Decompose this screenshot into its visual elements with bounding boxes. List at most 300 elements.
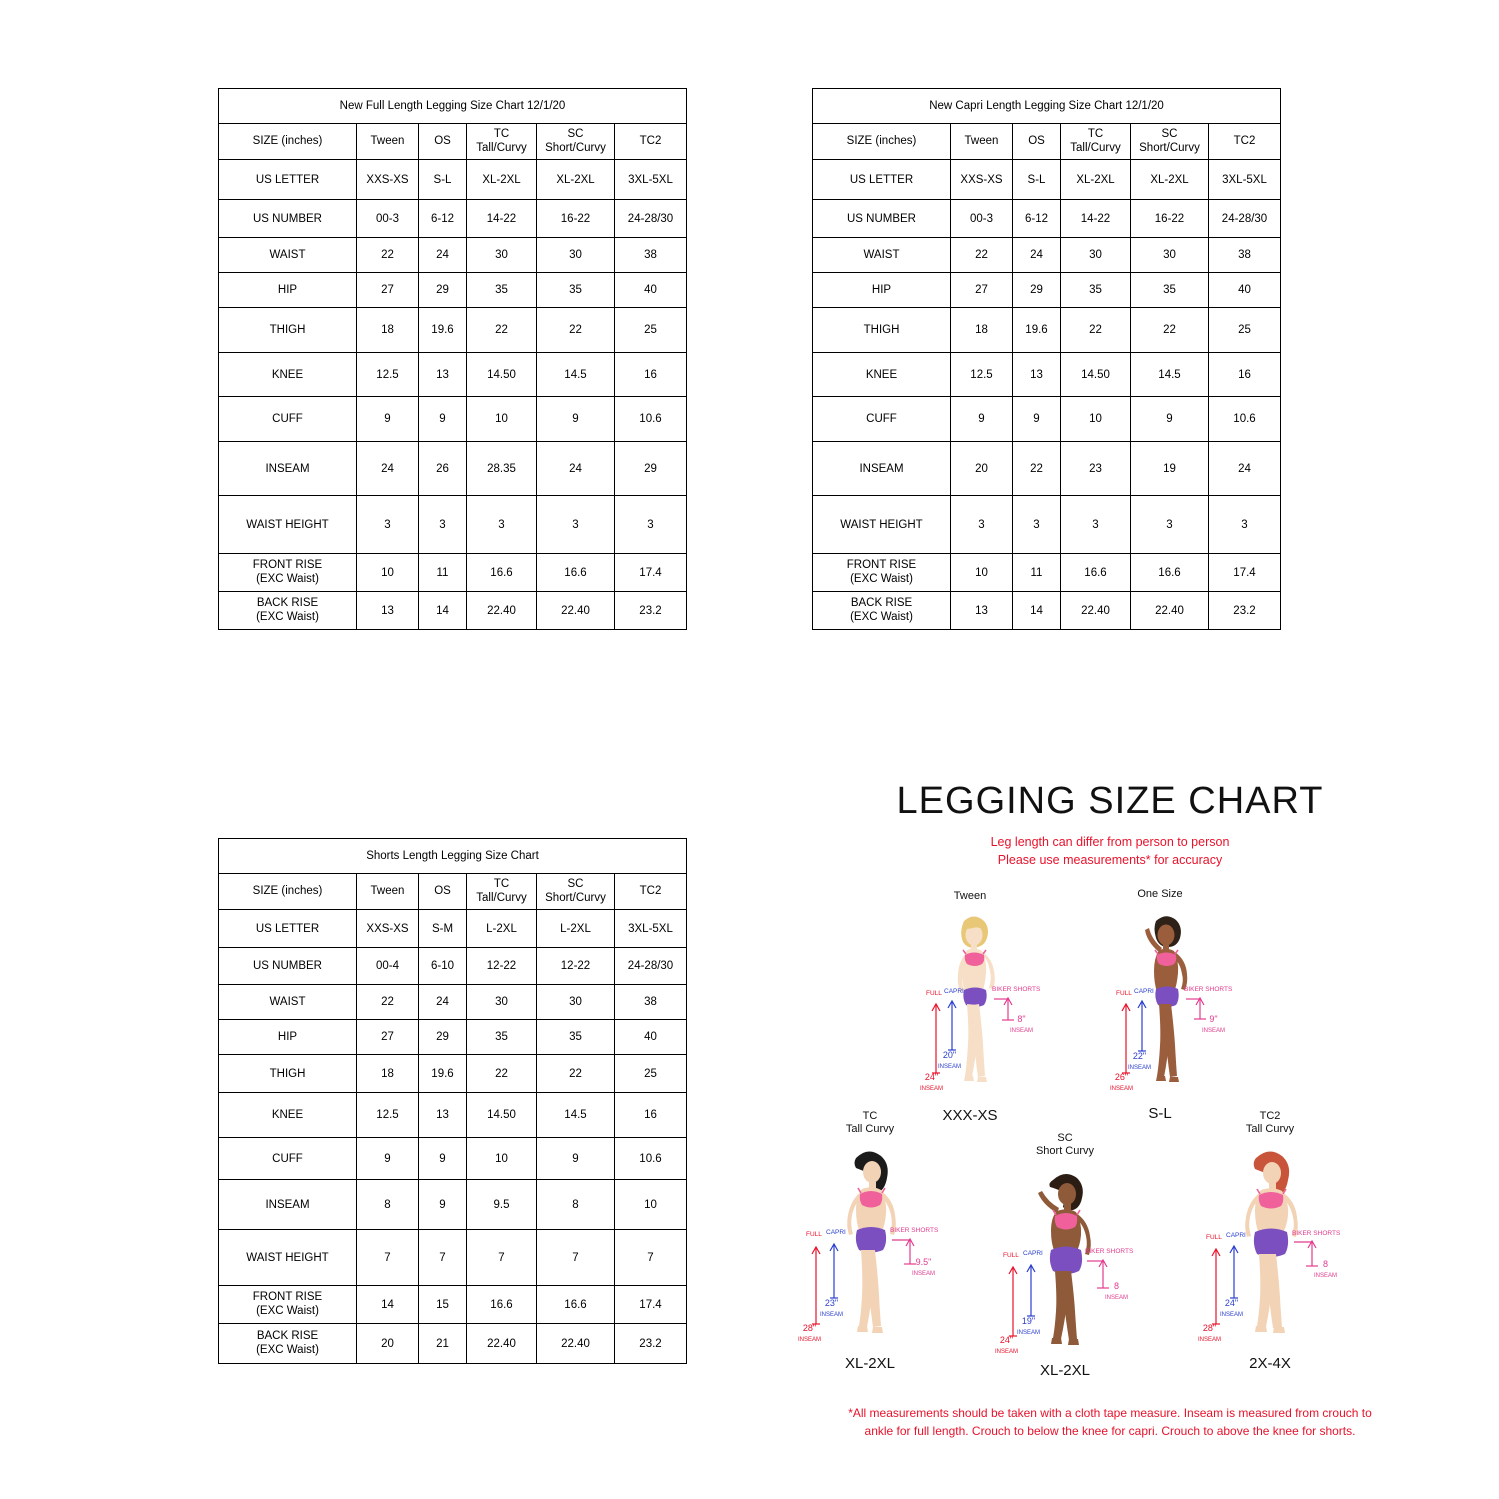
table-row xyxy=(219,200,687,238)
figure-caption-top-l2: Tall Curvy xyxy=(845,1123,895,1136)
tc2-body-illustration xyxy=(1180,1138,1360,1353)
cell: 40 xyxy=(615,1020,687,1055)
figure-illustration xyxy=(1080,903,1240,1103)
table-row xyxy=(219,1055,687,1093)
figure-caption-top xyxy=(890,890,1050,903)
cell: 14.50 xyxy=(467,353,537,397)
col-head-size: SIZE (inches) xyxy=(219,124,357,160)
cell: 26 xyxy=(419,442,467,496)
cell: 24-28/30 xyxy=(615,200,687,238)
row-label: US LETTER xyxy=(219,160,357,200)
cell: 16 xyxy=(1209,353,1281,397)
cell: 3 xyxy=(951,496,1013,554)
sc-biker-value: 8 xyxy=(1114,1281,1120,1292)
row-label-l2: (EXC Waist) xyxy=(256,610,319,623)
tc2-full-measure xyxy=(1198,1324,1221,1343)
tween-biker-unit: INSEAM xyxy=(1010,1027,1034,1034)
row-label: THIGH xyxy=(219,1055,357,1093)
row-label-l2: (EXC Waist) xyxy=(850,572,913,585)
cell: 10.6 xyxy=(1209,397,1281,442)
cell: 9 xyxy=(419,1180,467,1230)
cell: 12.5 xyxy=(951,353,1013,397)
table-title-row xyxy=(219,839,687,874)
tc-biker-label: BIKER SHORTS xyxy=(890,1227,939,1235)
cell: XXS-XS xyxy=(357,160,419,200)
cell: 10.6 xyxy=(615,1138,687,1180)
tc2-capri-measure xyxy=(1220,1299,1243,1318)
figure-one-size xyxy=(1080,888,1240,1122)
sc-capri-value: 19" xyxy=(1021,1316,1036,1327)
cell: 22 xyxy=(357,985,419,1020)
row-label-l2: (EXC Waist) xyxy=(256,572,319,585)
table-row xyxy=(813,496,1281,554)
table-row xyxy=(813,200,1281,238)
cell: 14-22 xyxy=(1061,200,1131,238)
row-label xyxy=(219,554,357,592)
cell: XL-2XL xyxy=(467,160,537,200)
row-label: WAIST xyxy=(813,238,951,273)
cell: 22 xyxy=(951,238,1013,273)
tc-biker-value: 9.5" xyxy=(915,1257,932,1268)
cell: 11 xyxy=(419,554,467,592)
cell: 35 xyxy=(537,273,615,308)
one-size-biker-value: 9" xyxy=(1209,1014,1218,1025)
col-head-os: OS xyxy=(419,874,467,910)
cell: 3 xyxy=(1013,496,1061,554)
col-head-tc2: TC2 xyxy=(1209,124,1281,160)
cell: 16 xyxy=(615,1093,687,1138)
one-size-full-measure xyxy=(1110,1073,1133,1092)
table-row xyxy=(219,910,687,948)
tc2-full-label: FULL xyxy=(1206,1234,1222,1242)
sc-biker-label: BIKER SHORTS xyxy=(1085,1248,1134,1256)
chart-title: Shorts Length Legging Size Chart xyxy=(219,839,687,874)
cell: 14 xyxy=(1013,592,1061,630)
cell: 12.5 xyxy=(357,353,419,397)
col-head-sc-l2: Short/Curvy xyxy=(1139,141,1200,154)
row-label-l1: BACK RISE xyxy=(256,1329,319,1342)
cell: 18 xyxy=(357,308,419,353)
cell: 10 xyxy=(467,1138,537,1180)
cell: S-M xyxy=(419,910,467,948)
cell: 9 xyxy=(357,397,419,442)
cell: 35 xyxy=(1061,273,1131,308)
table-row xyxy=(219,1324,687,1364)
row-label: INSEAM xyxy=(813,442,951,496)
tween-capri-value: 20" xyxy=(942,1050,957,1061)
tc-capri-unit: INSEAM xyxy=(820,1311,844,1318)
poster-footnote xyxy=(760,1404,1460,1440)
capri-length-chart xyxy=(812,88,1281,630)
figure-caption-top-l2: Tall Curvy xyxy=(1245,1123,1295,1136)
tc2-full-value: 28" xyxy=(1202,1323,1217,1334)
cell: 3XL-5XL xyxy=(615,160,687,200)
figure-caption-top-l1: SC xyxy=(1057,1132,1073,1144)
cell: 9 xyxy=(951,397,1013,442)
cell: 6-12 xyxy=(419,200,467,238)
cell: 13 xyxy=(1013,353,1061,397)
cell: XL-2XL xyxy=(537,160,615,200)
figure-caption-top xyxy=(1180,1110,1360,1136)
row-label xyxy=(813,554,951,592)
col-head-os: OS xyxy=(1013,124,1061,160)
table-row xyxy=(813,353,1281,397)
cell: 14 xyxy=(357,1286,419,1324)
table-row xyxy=(219,948,687,985)
cell: 21 xyxy=(419,1324,467,1364)
cell: 14.50 xyxy=(1061,353,1131,397)
one-size-biker-label: BIKER SHORTS xyxy=(1184,986,1233,994)
cell: 25 xyxy=(615,1055,687,1093)
chart-title: New Full Length Legging Size Chart 12/1/20 xyxy=(219,89,687,124)
table-title-row xyxy=(813,89,1281,124)
row-label-l2: (EXC Waist) xyxy=(256,1343,319,1356)
sc-biker-measure xyxy=(1105,1282,1128,1301)
cell: 20 xyxy=(357,1324,419,1364)
row-label: INSEAM xyxy=(219,1180,357,1230)
table-row xyxy=(219,985,687,1020)
cell: 22 xyxy=(467,308,537,353)
poster-subtitle-line2: Please use measurements* for accuracy xyxy=(997,853,1223,868)
cell: 27 xyxy=(951,273,1013,308)
figure-caption-top xyxy=(975,1132,1155,1158)
cell: 24 xyxy=(1209,442,1281,496)
row-label: US NUMBER xyxy=(219,200,357,238)
figure-illustration xyxy=(975,1160,1155,1360)
cell: 14 xyxy=(419,592,467,630)
row-label: WAIST HEIGHT xyxy=(219,496,357,554)
tween-biker-measure xyxy=(1010,1015,1033,1034)
row-label-l1: BACK RISE xyxy=(850,596,913,609)
cell: XXS-XS xyxy=(357,910,419,948)
cell: 35 xyxy=(537,1020,615,1055)
row-label: WAIST xyxy=(219,238,357,273)
cell: 8 xyxy=(537,1180,615,1230)
cell: 23.2 xyxy=(615,1324,687,1364)
cell: 10 xyxy=(615,1180,687,1230)
col-head-tc-l2: Tall/Curvy xyxy=(1070,141,1121,154)
tc2-capri-value: 24" xyxy=(1224,1298,1239,1309)
tc2-biker-value: 8 xyxy=(1323,1259,1329,1270)
cell: 15 xyxy=(419,1286,467,1324)
cell: 30 xyxy=(1061,238,1131,273)
row-label: US LETTER xyxy=(219,910,357,948)
cell: 22 xyxy=(357,238,419,273)
row-label xyxy=(813,592,951,630)
row-label: WAIST xyxy=(219,985,357,1020)
tc2-biker-measure xyxy=(1314,1260,1337,1279)
cell: 29 xyxy=(419,1020,467,1055)
table-row xyxy=(813,554,1281,592)
capri-length-table xyxy=(812,88,1281,630)
tc-full-label: FULL xyxy=(806,1231,822,1239)
cell: 25 xyxy=(1209,308,1281,353)
cell: 22.40 xyxy=(1061,592,1131,630)
col-head-tc-l1: TC xyxy=(1087,127,1104,140)
col-head-tc2: TC2 xyxy=(615,124,687,160)
table-row xyxy=(219,554,687,592)
cell: 12-22 xyxy=(467,948,537,985)
cell: 13 xyxy=(419,353,467,397)
figure-caption-top-l2: Short Curvy xyxy=(1035,1145,1095,1158)
cell: 20 xyxy=(951,442,1013,496)
cell: 3 xyxy=(1061,496,1131,554)
cell: 35 xyxy=(467,1020,537,1055)
tween-capri-measure xyxy=(938,1051,961,1070)
cell: 16.6 xyxy=(1061,554,1131,592)
cell: 13 xyxy=(357,592,419,630)
sc-capri-unit: INSEAM xyxy=(1017,1329,1041,1336)
cell: 29 xyxy=(419,273,467,308)
col-head-tween: Tween xyxy=(357,124,419,160)
poster-title: LEGGING SIZE CHART xyxy=(896,780,1324,822)
col-head-tc xyxy=(1061,124,1131,160)
row-label: KNEE xyxy=(219,1093,357,1138)
cell: 38 xyxy=(615,238,687,273)
cell: 22 xyxy=(1013,442,1061,496)
table-row xyxy=(219,1180,687,1230)
cell: 38 xyxy=(1209,238,1281,273)
cell: 28.35 xyxy=(467,442,537,496)
cell: 00-3 xyxy=(357,200,419,238)
cell: 35 xyxy=(467,273,537,308)
table-row xyxy=(219,1093,687,1138)
row-label-l1: FRONT RISE xyxy=(252,558,323,571)
table-row xyxy=(219,442,687,496)
cell: 18 xyxy=(951,308,1013,353)
figure-tc-tall-curvy xyxy=(780,1110,960,1372)
cell: 24 xyxy=(357,442,419,496)
cell: 30 xyxy=(467,985,537,1020)
cell: 3 xyxy=(467,496,537,554)
row-label: CUFF xyxy=(813,397,951,442)
cell: 16.6 xyxy=(1131,554,1209,592)
one-size-capri-value: 22" xyxy=(1132,1051,1147,1062)
cell: 16.6 xyxy=(537,1286,615,1324)
cell: 3 xyxy=(357,496,419,554)
row-label: INSEAM xyxy=(219,442,357,496)
col-head-tc-l1: TC xyxy=(493,877,510,890)
col-head-tc2: TC2 xyxy=(615,874,687,910)
cell: 00-4 xyxy=(357,948,419,985)
col-head-sc xyxy=(537,124,615,160)
cell: 17.4 xyxy=(615,1286,687,1324)
row-label: HIP xyxy=(813,273,951,308)
tween-biker-value: 8" xyxy=(1017,1014,1026,1025)
col-head-sc xyxy=(1131,124,1209,160)
cell: 7 xyxy=(615,1230,687,1286)
col-head-sc-l1: SC xyxy=(1161,127,1178,140)
table-row xyxy=(219,160,687,200)
row-label: US NUMBER xyxy=(219,948,357,985)
tc-capri-value: 23" xyxy=(824,1298,839,1309)
row-label xyxy=(219,1286,357,1324)
table-row xyxy=(813,442,1281,496)
cell: 10 xyxy=(357,554,419,592)
sc-capri-measure xyxy=(1017,1317,1040,1336)
row-label: KNEE xyxy=(813,353,951,397)
one-size-capri-unit: INSEAM xyxy=(1128,1064,1152,1071)
cell: 19 xyxy=(1131,442,1209,496)
col-head-tween: Tween xyxy=(951,124,1013,160)
figure-tween xyxy=(890,890,1050,1124)
tc-capri-label: CAPRI xyxy=(826,1229,846,1237)
row-label: US NUMBER xyxy=(813,200,951,238)
cell: 3 xyxy=(537,496,615,554)
cell: XL-2XL xyxy=(1131,160,1209,200)
poster-footnote-line1: *All measurements should be taken with a cloth tape measure. Inseam is measured from crouch to xyxy=(848,1406,1372,1420)
figure-caption-top-l1: TC xyxy=(862,1110,878,1122)
cell: XXS-XS xyxy=(951,160,1013,200)
cell: 30 xyxy=(537,985,615,1020)
legging-size-chart-poster xyxy=(760,780,1460,1440)
cell: 7 xyxy=(357,1230,419,1286)
cell: 23.2 xyxy=(615,592,687,630)
cell: 29 xyxy=(1013,273,1061,308)
cell: 14.5 xyxy=(537,1093,615,1138)
cell: 9 xyxy=(1131,397,1209,442)
tc2-full-unit: INSEAM xyxy=(1198,1336,1222,1343)
table-title-row xyxy=(219,89,687,124)
cell: 16.6 xyxy=(467,554,537,592)
row-label-l1: FRONT RISE xyxy=(252,1290,323,1303)
col-head-os: OS xyxy=(419,124,467,160)
tc2-capri-label: CAPRI xyxy=(1226,1232,1246,1240)
col-head-tc-l1: TC xyxy=(493,127,510,140)
col-head-tc-l2: Tall/Curvy xyxy=(476,141,527,154)
cell: 6-10 xyxy=(419,948,467,985)
full-length-chart xyxy=(218,88,687,630)
cell: 9 xyxy=(1013,397,1061,442)
tc-full-unit: INSEAM xyxy=(798,1336,822,1343)
cell: 7 xyxy=(467,1230,537,1286)
cell: 14.5 xyxy=(1131,353,1209,397)
col-head-size: SIZE (inches) xyxy=(219,874,357,910)
cell: 23.2 xyxy=(1209,592,1281,630)
cell: 13 xyxy=(419,1093,467,1138)
cell: 22.40 xyxy=(537,1324,615,1364)
cell: 29 xyxy=(615,442,687,496)
cell: 18 xyxy=(357,1055,419,1093)
table-row xyxy=(813,592,1281,630)
figure-caption-top xyxy=(780,1110,960,1136)
cell: 35 xyxy=(1131,273,1209,308)
one-size-capri-measure xyxy=(1128,1052,1151,1071)
cell: 6-12 xyxy=(1013,200,1061,238)
full-length-table xyxy=(218,88,687,630)
col-head-size: SIZE (inches) xyxy=(813,124,951,160)
cell: 3 xyxy=(1209,496,1281,554)
shorts-length-chart xyxy=(218,838,687,1364)
tween-body-illustration xyxy=(890,905,1050,1105)
table-header-row xyxy=(219,124,687,160)
figure-illustration xyxy=(780,1138,960,1353)
row-label: WAIST HEIGHT xyxy=(813,496,951,554)
row-label: CUFF xyxy=(219,397,357,442)
row-label xyxy=(219,1324,357,1364)
tween-capri-unit: INSEAM xyxy=(938,1063,962,1070)
col-head-tween: Tween xyxy=(357,874,419,910)
row-label: KNEE xyxy=(219,353,357,397)
tween-full-unit: INSEAM xyxy=(920,1085,944,1092)
poster-subtitle-line1: Leg length can differ from person to person xyxy=(990,835,1230,849)
table-row xyxy=(219,1020,687,1055)
cell: 12-22 xyxy=(537,948,615,985)
cell: 10 xyxy=(1061,397,1131,442)
cell: 00-3 xyxy=(951,200,1013,238)
table-header-row xyxy=(219,874,687,910)
tc-full-value: 28" xyxy=(802,1323,817,1334)
cell: 30 xyxy=(467,238,537,273)
cell: 17.4 xyxy=(615,554,687,592)
table-row xyxy=(219,592,687,630)
cell: 10 xyxy=(951,554,1013,592)
cell: 16 xyxy=(615,353,687,397)
cell: 40 xyxy=(1209,273,1281,308)
cell: 16-22 xyxy=(537,200,615,238)
cell: L-2XL xyxy=(467,910,537,948)
figure-caption-bottom: S-L xyxy=(1148,1105,1172,1123)
cell: 16-22 xyxy=(1131,200,1209,238)
cell: 27 xyxy=(357,1020,419,1055)
cell: 3 xyxy=(615,496,687,554)
cell: 19.6 xyxy=(419,308,467,353)
row-label-l1: BACK RISE xyxy=(256,596,319,609)
cell: L-2XL xyxy=(537,910,615,948)
cell: 9 xyxy=(419,397,467,442)
sc-biker-unit: INSEAM xyxy=(1105,1294,1129,1301)
cell: 12.5 xyxy=(357,1093,419,1138)
cell: S-L xyxy=(1013,160,1061,200)
figure-caption-top-l1: TC2 xyxy=(1259,1110,1281,1122)
tween-full-measure xyxy=(920,1073,943,1092)
table-row xyxy=(813,238,1281,273)
row-label: THIGH xyxy=(219,308,357,353)
row-label: HIP xyxy=(219,1020,357,1055)
table-row xyxy=(219,1138,687,1180)
cell: 22.40 xyxy=(467,1324,537,1364)
tween-full-label: FULL xyxy=(926,990,942,998)
cell: 22 xyxy=(1061,308,1131,353)
sc-full-value: 24" xyxy=(999,1335,1014,1346)
cell: 24 xyxy=(537,442,615,496)
poster-footnote-line2: ankle for full length. Crouch to below the knee for capri. Crouch to above the knee for shorts. xyxy=(864,1424,1356,1438)
cell: 24-28/30 xyxy=(1209,200,1281,238)
cell: 23 xyxy=(1061,442,1131,496)
table-row xyxy=(813,160,1281,200)
tc2-biker-label: BIKER SHORTS xyxy=(1292,1230,1341,1238)
table-row xyxy=(219,273,687,308)
table-header-row xyxy=(813,124,1281,160)
figure-caption-bottom: XL-2XL xyxy=(1039,1362,1091,1380)
table-row xyxy=(219,397,687,442)
figure-tc2-tall-curvy xyxy=(1180,1110,1360,1372)
sc-full-label: FULL xyxy=(1003,1252,1019,1260)
one-size-full-unit: INSEAM xyxy=(1110,1085,1134,1092)
row-label xyxy=(219,592,357,630)
row-label: US LETTER xyxy=(813,160,951,200)
figure-sc-short-curvy xyxy=(975,1132,1155,1379)
table-row xyxy=(219,308,687,353)
cell: 27 xyxy=(357,273,419,308)
row-label-l2: (EXC Waist) xyxy=(850,610,913,623)
cell: 24 xyxy=(419,985,467,1020)
sc-full-unit: INSEAM xyxy=(995,1348,1019,1355)
cell: 24 xyxy=(1013,238,1061,273)
cell: 25 xyxy=(615,308,687,353)
tc2-biker-unit: INSEAM xyxy=(1314,1272,1338,1279)
cell: 13 xyxy=(951,592,1013,630)
